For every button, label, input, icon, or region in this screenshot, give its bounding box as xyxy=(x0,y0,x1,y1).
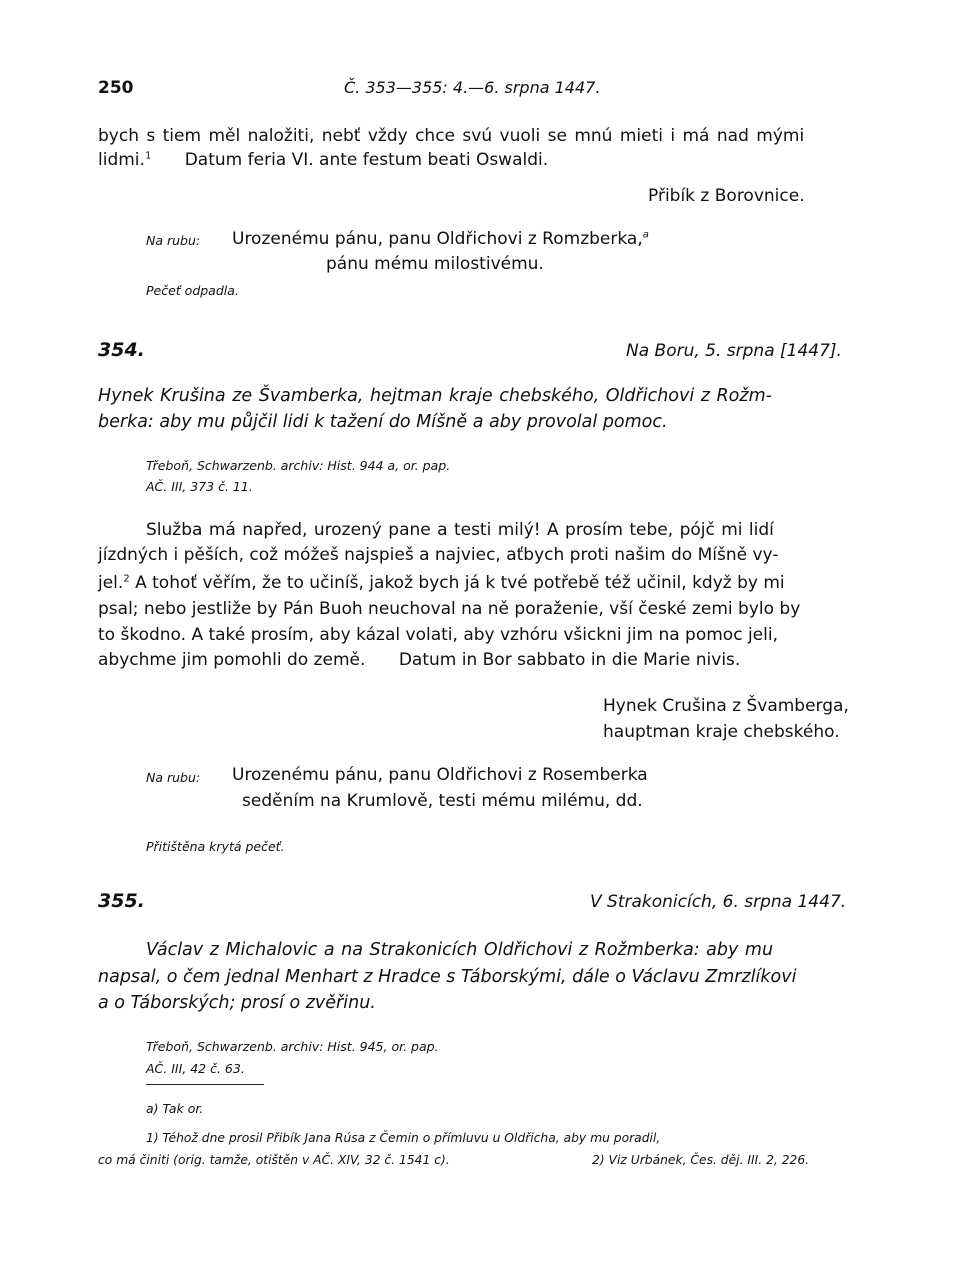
document-number: 354. xyxy=(98,339,145,361)
verso-line: seděním na Krumlově, testi mému milému, dd. xyxy=(242,791,643,811)
verso-line: Urozenému pánu, panu Oldřichovi z Romzberka, xyxy=(232,229,643,249)
verso-label: Na rubu: xyxy=(146,233,201,248)
signature: Přibík z Borovnice. xyxy=(648,186,805,206)
verso-label: Na rubu: xyxy=(146,770,201,785)
regest-line: napsal, o čem jednal Menhart z Hradce s Táborskými, dále o Václavu Zmrzlíkovi xyxy=(98,967,797,987)
text-line: psal; nebo jestliže by Pán Buoh neuchoval na ně poraženie, vší české zemi bylo by xyxy=(98,599,801,619)
text-line xyxy=(98,648,740,672)
text-fragment: Datum in Bor sabbato in die Marie nivis. xyxy=(398,650,741,670)
regest-line: Václav z Michalovic a na Strakonicích Oldřichovi z Rožmberka: aby mu xyxy=(146,940,774,960)
regest-line: Hynek Krušina ze Švamberka, hejtman kraje chebského, Oldřichovi z Rožm- xyxy=(98,386,772,406)
page-number: 250 xyxy=(98,78,134,98)
footnote-ref: 2 xyxy=(123,573,130,585)
source-line: Třeboň, Schwarzenb. archiv: Hist. 945, or. pap. xyxy=(146,1039,439,1054)
text-line: Služba má napřed, urozený pane a testi milý! A prosím tebe, pójč mi lidí xyxy=(146,520,774,540)
regest-line: berka: aby mu půjčil lidi k tažení do Míšně a aby provolal pomoc. xyxy=(98,412,668,432)
text-fragment: A tohoť věřím, že to učiníš, jakož bych já k tvé potřebě též učinil, když by mi xyxy=(135,573,785,593)
source-line: AČ. III, 42 č. 63. xyxy=(146,1061,245,1076)
verso-line: pánu mému milostivému. xyxy=(326,254,544,274)
seal-note: Přitištěna krytá pečeť. xyxy=(146,839,285,854)
place-date: V Strakonicích, 6. srpna 1447. xyxy=(590,892,847,912)
text-fragment: abychme jim pomohli do země. xyxy=(98,650,366,670)
text-line xyxy=(98,148,548,172)
verso-address xyxy=(232,229,649,249)
document-number: 355. xyxy=(98,890,145,912)
footnote: 2) Viz Urbánek, Čes. děj. III. 2, 226. xyxy=(592,1153,810,1167)
text-fragment: lidmi. xyxy=(98,150,145,170)
footnote: a) Tak or. xyxy=(146,1101,204,1116)
text-line: to škodno. A také prosím, aby kázal volati, aby vzhóru všickni jim na pomoc jeli, xyxy=(98,625,778,645)
source-line: AČ. III, 373 č. 11. xyxy=(146,479,253,494)
text-line xyxy=(98,571,785,595)
footnote: 1) Téhož dne prosil Přibík Jana Rúsa z Čemin o přímluvu u Oldřicha, aby mu poradil, xyxy=(146,1131,661,1145)
text-fragment: jel. xyxy=(98,573,124,593)
text-line: jízdných i pěších, což móžeš najspieš a najviec, aťbych proti našim do Míšně vy- xyxy=(98,545,779,565)
textual-note-ref: a xyxy=(642,229,649,241)
footnote-separator xyxy=(146,1084,264,1085)
running-title: Č. 353—355: 4.—6. srpna 1447. xyxy=(344,78,601,97)
verso-line: Urozenému pánu, panu Oldřichovi z Rosemberka xyxy=(232,765,648,785)
text-line: bych s tiem měl naložiti, nebť vždy chce svú vuoli se mnú mieti i má nad mými xyxy=(98,126,805,146)
regest-line: a o Táborských; prosí o zvěřinu. xyxy=(98,993,376,1013)
seal-note: Pečeť odpadla. xyxy=(146,283,239,298)
footnote: co má činiti (orig. tamže, otištěn v AČ. XIV, 32 č. 1541 c). xyxy=(98,1153,450,1167)
signature-line: hauptman kraje chebského. xyxy=(603,722,840,742)
text-fragment: Datum feria VI. ante festum beati Oswaldi. xyxy=(184,150,549,170)
footnote-ref: 1 xyxy=(144,150,152,162)
signature-line: Hynek Crušina z Švamberga, xyxy=(603,696,849,716)
source-line: Třeboň, Schwarzenb. archiv: Hist. 944 a, or. pap. xyxy=(146,458,451,473)
place-date: Na Boru, 5. srpna [1447]. xyxy=(626,341,842,361)
